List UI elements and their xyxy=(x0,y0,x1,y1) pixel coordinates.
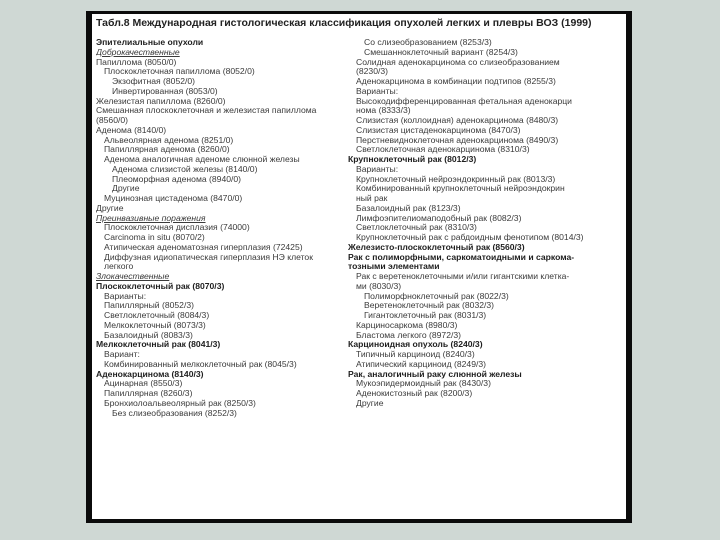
classification-entry: Солидная аденокарцинома со слизеобразованием xyxy=(356,57,560,67)
section-heading: Эпителиальные опухоли xyxy=(96,38,204,47)
classification-entry: Другие xyxy=(356,398,384,408)
classification-entry: Другие xyxy=(96,203,124,213)
classification-entry: Аденома (8140/0) xyxy=(96,125,167,135)
section-heading: Железисто-плоскоклеточный рак (8560/3) xyxy=(348,242,525,252)
section-heading: Крупноклеточный рак (8012/3) xyxy=(348,155,477,164)
classification-entry: Рак с веретеноклеточными и/или гигантскими клетка- xyxy=(356,272,570,281)
classification-entry: Муцинозная цистаденома (8470/0) xyxy=(104,194,243,203)
classification-entry: Полиморфноклеточный рак (8022/3) xyxy=(364,291,509,301)
classification-entry: Варианты: xyxy=(356,164,399,174)
section-heading: Аденокарцинома (8140/3) xyxy=(96,369,204,379)
classification-entry: Плоскоклеточная дисплазия (74000) xyxy=(104,223,250,233)
classification-entry: Веретеноклеточный рак (8032/3) xyxy=(364,301,495,311)
classification-entry: Папиллярная аденома (8260/0) xyxy=(104,145,230,155)
classification-entry: Мукоэпидермоидный рак (8430/3) xyxy=(356,379,491,389)
classification-entry: Без слизеобразования (8252/3) xyxy=(112,408,237,418)
right-column xyxy=(348,38,624,409)
classification-entry: Аденома аналогичная аденоме слюнной железы xyxy=(104,155,300,164)
category-heading: Злокачественные xyxy=(96,272,170,281)
classification-entry: Высокодифференцированная фетальная аденокарци xyxy=(356,96,572,106)
classification-entry: Базалоидный рак (8123/3) xyxy=(356,203,461,213)
classification-entry: Папиллярный (8052/3) xyxy=(104,301,194,311)
classification-entry: Бронхиолоальвеолярный рак (8250/3) xyxy=(104,398,256,408)
classification-entry: Светлоклеточная аденокарцинома (8310/3) xyxy=(356,145,530,155)
classification-entry: Аденокарцинома в комбинации подтипов (8255/3) xyxy=(356,77,556,86)
section-heading: Мелкоклеточный рак (8041/3) xyxy=(96,340,221,350)
classification-entry: Carcinoma in situ (8070/2) xyxy=(104,233,205,242)
classification-entry: Атипический карциноид (8249/3) xyxy=(356,359,487,369)
classification-entry: Железистая папиллома (8260/0) xyxy=(96,96,226,106)
section-heading: тозными элементами xyxy=(348,262,440,272)
classification-entry: Папиллома (8050/0) xyxy=(96,57,177,67)
category-heading: Преинвазивные поражения xyxy=(96,213,206,223)
classification-entry: Ацинарная (8550/3) xyxy=(104,379,183,389)
classification-entry: Плеоморфная аденома (8940/0) xyxy=(112,174,242,184)
classification-entry: Перстневидноклеточная аденокарцинома (8490/3) xyxy=(356,135,559,145)
classification-entry: Диффузная идиопатическая гиперплазия НЭ клеток xyxy=(104,252,313,262)
document-page xyxy=(92,14,626,519)
classification-entry: Бластома легкого (8972/3) xyxy=(356,330,462,340)
classification-entry: Типичный карциноид (8240/3) xyxy=(356,350,475,359)
classification-entry: ми (8030/3) xyxy=(356,281,402,291)
classification-entry: Светлоклеточный рак (8310/3) xyxy=(356,223,477,233)
classification-entry: (8560/0) xyxy=(96,116,129,125)
classification-entry: Атипическая аденоматозная гиперплазия (72425) xyxy=(104,242,303,252)
category-heading: Доброкачественные xyxy=(96,47,180,57)
classification-entry: Со слизеобразованием (8253/3) xyxy=(364,38,492,47)
section-heading: Рак с полиморфными, саркоматоидными и саркома- xyxy=(348,252,575,262)
section-heading: Плоскоклеточный рак (8070/3) xyxy=(96,281,225,291)
classification-entry: Экзофитная (8052/0) xyxy=(112,77,196,86)
classification-entry: Вариант: xyxy=(104,350,140,359)
classification-entry: (8230/3) xyxy=(356,67,389,77)
classification-entry: Карциносаркома (8980/3) xyxy=(356,320,458,330)
table-title: Табл.8 Международная гистологическая классификация опухолей легких и плевры ВОЗ (1999) xyxy=(96,17,592,29)
classification-entry: Гигантоклеточный рак (8031/3) xyxy=(364,311,487,320)
classification-entry: Комбинированный мелкоклеточный рак (8045/3) xyxy=(104,359,297,369)
section-heading: Рак, аналогичный раку слюнной железы xyxy=(348,369,522,379)
classification-entry: Варианты: xyxy=(356,86,399,96)
classification-entry: Комбинированный крупноклеточный нейроэндокрин xyxy=(356,184,565,194)
classification-entry: Папиллярная (8260/3) xyxy=(104,389,193,398)
classification-entry: легкого xyxy=(104,262,134,272)
section-heading: Карциноидная опухоль (8240/3) xyxy=(348,340,483,350)
classification-entry: нома (8333/3) xyxy=(356,106,411,116)
left-column xyxy=(96,38,351,418)
classification-entry: Другие xyxy=(112,184,140,194)
classification-entry: Аденокистозный рак (8200/3) xyxy=(356,389,473,398)
classification-entry: Альвеолярная аденома (8251/0) xyxy=(104,135,234,145)
classification-entry: Плоскоклеточная папиллома (8052/0) xyxy=(104,67,255,77)
classification-entry: Смешанноклеточный вариант (8254/3) xyxy=(364,47,518,57)
classification-entry: Слизистая (коллоидная) аденокарцинома (8480/3) xyxy=(356,116,559,125)
classification-entry: Крупноклеточный рак с рабдоидным фенотипом (8014/3) xyxy=(356,233,584,242)
classification-entry: ный рак xyxy=(356,194,388,203)
classification-entry: Мелкоклеточный (8073/3) xyxy=(104,320,206,330)
classification-entry: Аденома слизистой железы (8140/0) xyxy=(112,164,258,174)
classification-entry: Инвертированная (8053/0) xyxy=(112,86,218,96)
classification-entry: Слизистая цистаденокарцинома (8470/3) xyxy=(356,125,521,135)
classification-entry: Варианты: xyxy=(104,291,147,301)
classification-entry: Светлоклеточный (8084/3) xyxy=(104,311,210,320)
classification-entry: Крупноклеточный нейроэндокринный рак (8013/3) xyxy=(356,174,556,184)
classification-entry: Лимфоэпителиомаподобный рак (8082/3) xyxy=(356,213,522,223)
classification-entry: Базалоидный (8083/3) xyxy=(104,330,193,340)
classification-entry: Смешанная плоскоклеточная и железистая папиллома xyxy=(96,106,317,116)
